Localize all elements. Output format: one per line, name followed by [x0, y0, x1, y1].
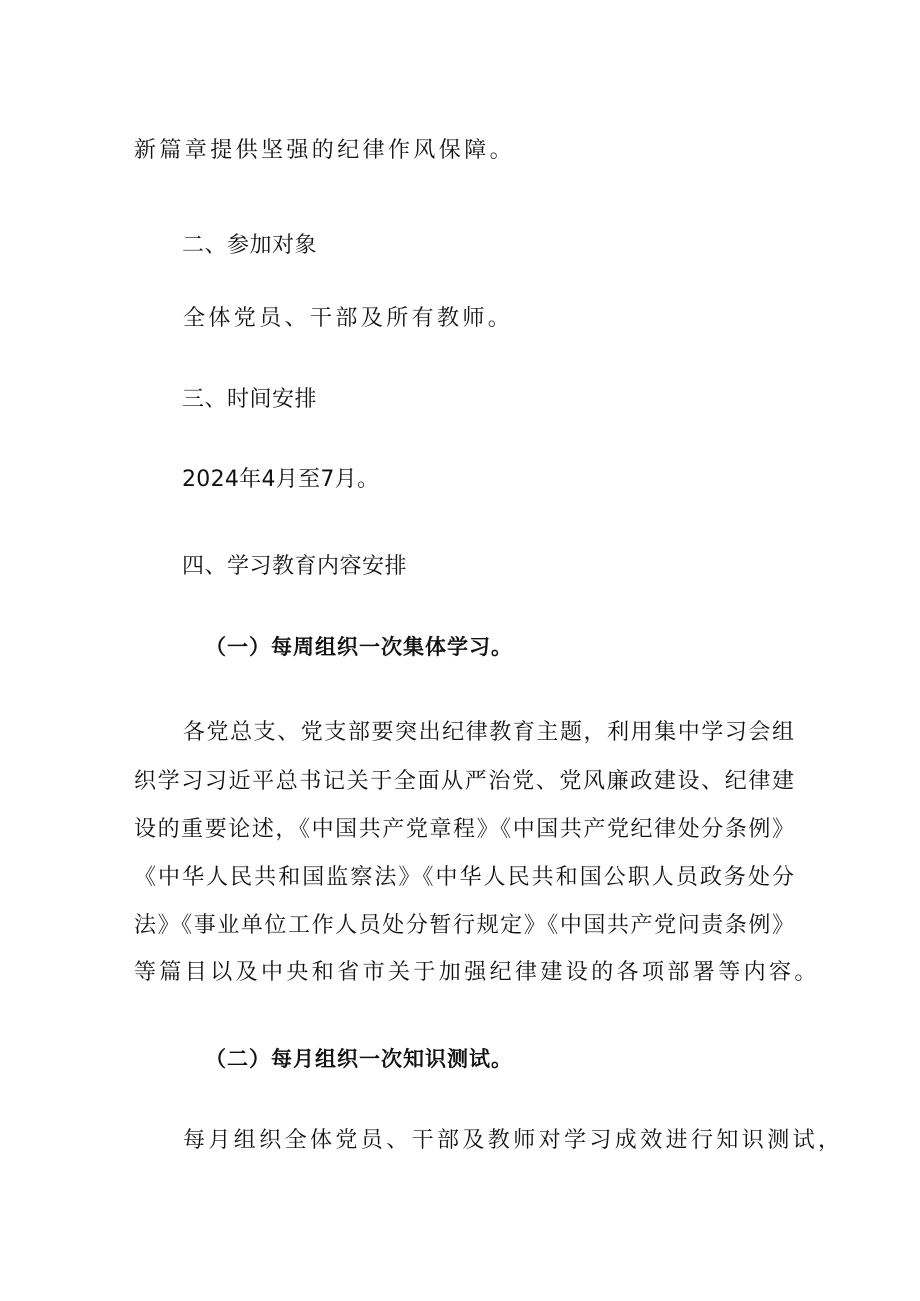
subheading-weekly-study: （一）每周组织一次集体学习。: [205, 635, 513, 659]
body-line: 各党总支、党支部要突出纪律教育主题，利用集中学习会组: [183, 720, 794, 745]
schedule-text: 2024年4月至7月。: [182, 467, 380, 492]
subheading-monthly-test: （二）每月组织一次知识测试。: [205, 1047, 513, 1071]
body-line: 设的重要论述，《中国共产党章程》《中国共产党纪律处分条例》: [134, 817, 794, 842]
body-line: 等篇目以及中央和省市关于加强纪律建设的各项部署等内容。: [134, 960, 820, 985]
body-line: 法》《事业单位工作人员处分暂行规定》《中国共产党问责条例》: [134, 913, 794, 938]
body-line: 每月组织全体党员、干部及教师对学习成效进行知识测试，: [183, 1128, 844, 1153]
paragraph-line-continuation: 新篇章提供坚强的纪律作风保障。: [134, 138, 516, 163]
section-heading-participants: 二、参加对象: [182, 233, 318, 258]
section-heading-schedule: 三、时间安排: [182, 387, 318, 412]
body-line: 织学习习近平总书记关于全面从严治党、党风廉政建设、纪律建: [134, 769, 794, 794]
section-heading-content: 四、学习教育内容安排: [182, 554, 408, 579]
participants-text: 全体党员、干部及所有教师。: [183, 306, 514, 331]
body-line: 《中华人民共和国监察法》《中华人民共和国公职人员政务处分: [134, 865, 794, 890]
